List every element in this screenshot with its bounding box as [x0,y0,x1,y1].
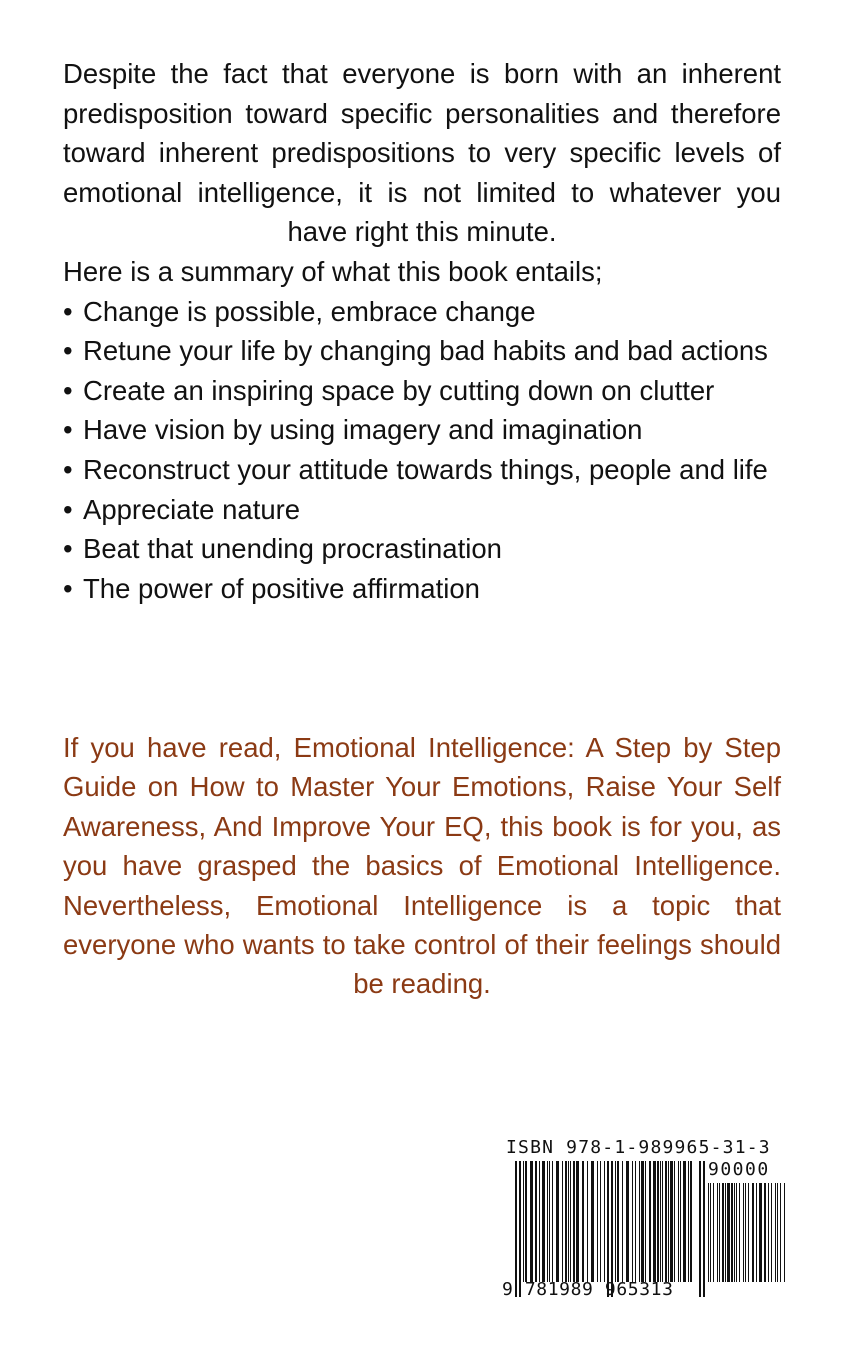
barcode-bar [542,1161,545,1282]
barcode-bar [657,1161,659,1282]
summary-lead: Here is a summary of what this book entails; [63,255,603,287]
intro-paragraph: Despite the fact that everyone is born with an inherent predisposition toward specific personalities and therefore toward inherent predispositions to very specific levels of emotional intelligence, it is not limited to whatever you have right this minute. [63,58,781,248]
barcode-bar [775,1183,776,1282]
barcode-bar [768,1183,769,1282]
barcode-bar [680,1161,681,1282]
list-item-text: Reconstruct your attitude towards things, people and life [83,453,768,485]
barcode-bar [576,1161,579,1282]
bullet-icon: • [63,533,73,565]
barcode-bar [662,1161,663,1282]
list-item-text: Appreciate nature [83,493,301,525]
barcode-bar [670,1161,673,1282]
intro-section [63,54,781,608]
bullet-icon: • [63,453,73,485]
barcode-bar [725,1183,726,1282]
barcode-guard-bar [519,1161,521,1297]
barcode-bar [690,1161,692,1282]
barcode-bar [727,1183,730,1282]
barcode-bar [587,1161,588,1282]
list-item-text: Change is possible, embrace change [83,295,536,327]
bullet-icon: • [63,493,73,525]
barcode-bar [649,1161,651,1282]
barcode-bar [635,1161,636,1282]
barcode-bar [683,1161,686,1282]
barcode-bar [771,1183,772,1282]
barcode-bar [632,1161,633,1282]
barcode-bar [752,1183,754,1282]
promo-paragraph: If you have read, Emotional Intelligence: A Step by Step Guide on How to Master Your Emotions, Raise Your Self Awareness, And Improve Your EQ, this book is for you, as you have grasped the basics of Emotional Intelligence. Nevertheless, Emotional Intelligence is a topic that everyone who wants to take control of their feelings should be reading. [63,732,781,1000]
isbn-barcode [502,1137,788,1303]
list-item [63,529,781,569]
barcode-bar [722,1183,724,1282]
bullet-icon: • [63,335,73,367]
barcode-bar [780,1183,781,1282]
barcode-bar [622,1161,623,1282]
barcode-bar [777,1183,778,1282]
barcode-bar [736,1183,737,1282]
barcode-bar [539,1161,540,1282]
list-item [63,569,781,609]
barcode-bar [523,1161,524,1282]
list-item [63,371,781,411]
barcode-bar [597,1161,598,1282]
barcode-bar [734,1183,735,1282]
barcode-bar [674,1161,675,1282]
barcode-bar [653,1161,656,1282]
barcode-bar [530,1161,533,1282]
list-item [63,331,781,371]
barcode-bar [570,1161,571,1282]
barcode-bar [600,1161,601,1282]
barcode-bar [731,1183,733,1282]
barcode-bar [678,1161,679,1282]
barcode-bar [591,1161,594,1282]
barcode-bar [547,1161,548,1282]
barcode-bar [665,1161,667,1282]
barcode-bar [668,1161,669,1282]
barcode-bar [784,1183,785,1282]
barcode-bar [615,1161,616,1282]
ean-digits: 9 781989 965313 [502,1279,674,1300]
barcode-bar [717,1183,718,1282]
list-item [63,450,781,490]
barcode-bar [565,1161,567,1282]
list-item-text: Beat that unending procrastination [83,533,502,565]
barcode-bar [549,1161,550,1282]
barcode-bar [759,1183,762,1282]
barcode-bar [604,1161,605,1282]
barcode-bar [617,1161,619,1282]
barcode-bar [745,1183,746,1282]
barcode-bar [535,1161,537,1282]
barcode-guard-bar [611,1161,613,1297]
barcode-bar [708,1183,709,1282]
barcode-bar [719,1183,720,1282]
barcode-guard-bar [699,1161,701,1297]
barcode-bar [552,1161,553,1282]
isbn-label: ISBN 978-1-989965-31-3 [506,1137,771,1158]
barcode-bar [641,1161,644,1282]
barcode-guard-bar [607,1161,609,1297]
barcode-bar [626,1161,629,1282]
barcode-bar [748,1183,749,1282]
barcode-bar [639,1161,640,1282]
barcode-bar [764,1183,766,1282]
barcode-bar [713,1183,714,1282]
barcode-guard-bar [703,1161,705,1297]
barcode-bar [525,1161,527,1282]
price-code: 90000 [708,1159,770,1180]
barcode-bar [660,1161,661,1282]
list-item [63,490,781,530]
bullet-icon: • [63,572,73,604]
barcode-bar [739,1183,740,1282]
bullet-icon: • [63,414,73,446]
bullet-icon: • [63,295,73,327]
list-item-text: Create an inspiring space by cutting down on clutter [83,374,715,406]
bullet-icon: • [63,374,73,406]
barcode-bar [756,1183,757,1282]
barcode-guard-bar [515,1161,517,1297]
list-item-text: Retune your life by changing bad habits and bad actions [83,335,768,367]
list-item-text: The power of positive affirmation [83,572,480,604]
barcode-bar [743,1183,744,1282]
barcode-bar [568,1161,569,1282]
list-item [63,292,781,332]
barcode-bar [556,1161,559,1282]
barcode-bar [645,1161,646,1282]
barcode-bar [688,1161,689,1282]
barcode-bar [710,1183,711,1282]
summary-list [63,292,781,609]
list-item-text: Have vision by using imagery and imagination [83,414,643,446]
barcode-bar [562,1161,563,1282]
barcode-bar [582,1161,584,1282]
list-item [63,410,781,450]
barcode-bar [573,1161,575,1282]
